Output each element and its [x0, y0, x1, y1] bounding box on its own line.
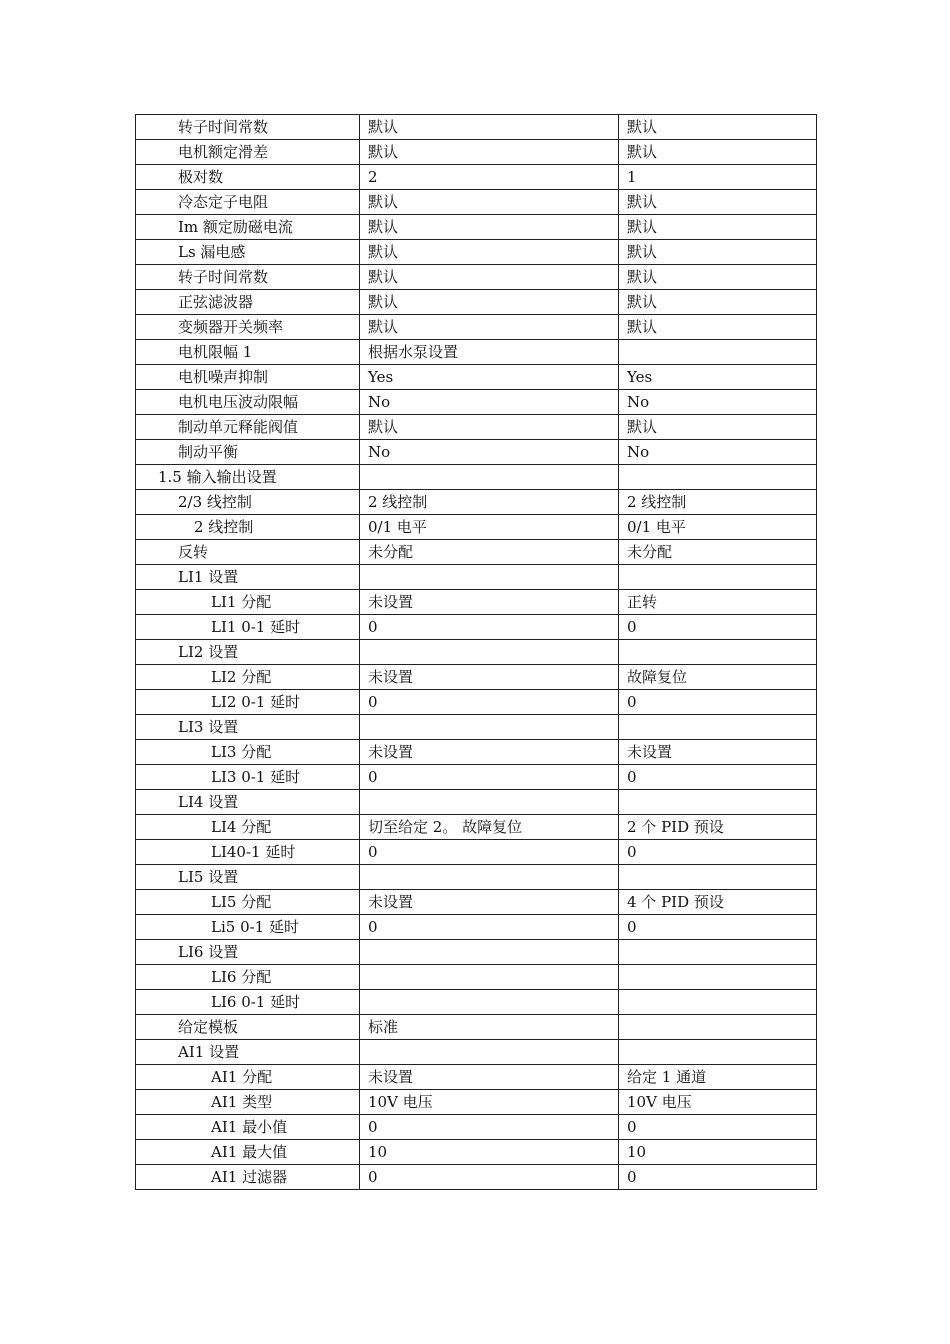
table-row [136, 865, 817, 890]
param-cell: LI5 分配 [136, 890, 360, 915]
setting-a-cell [360, 940, 619, 965]
setting-a-cell: No [360, 390, 619, 415]
setting-b-cell [619, 715, 817, 740]
setting-b-cell: 0 [619, 1115, 817, 1140]
param-cell: LI2 设置 [136, 640, 360, 665]
setting-a-cell: 默认 [360, 215, 619, 240]
setting-a-cell: 0 [360, 615, 619, 640]
param-cell: LI4 分配 [136, 815, 360, 840]
table-row [136, 1040, 817, 1065]
param-cell: AI1 设置 [136, 1040, 360, 1065]
setting-b-cell: 默认 [619, 415, 817, 440]
setting-b-cell [619, 1040, 817, 1065]
setting-b-cell [619, 965, 817, 990]
table-row [136, 1115, 817, 1140]
setting-b-cell: 默认 [619, 115, 817, 140]
setting-a-cell: 0/1 电平 [360, 515, 619, 540]
param-cell: 转子时间常数 [136, 265, 360, 290]
param-cell: LI1 0-1 延时 [136, 615, 360, 640]
param-cell: LI3 0-1 延时 [136, 765, 360, 790]
table-row [136, 390, 817, 415]
setting-b-cell: 10 [619, 1140, 817, 1165]
table-row [136, 115, 817, 140]
setting-b-cell: 默认 [619, 315, 817, 340]
setting-b-cell: No [619, 390, 817, 415]
table-row [136, 715, 817, 740]
param-cell: 冷态定子电阻 [136, 190, 360, 215]
setting-a-cell: 标准 [360, 1015, 619, 1040]
setting-b-cell: 故障复位 [619, 665, 817, 690]
table-row [136, 765, 817, 790]
table-row [136, 1065, 817, 1090]
table-row [136, 740, 817, 765]
setting-b-cell: 默认 [619, 190, 817, 215]
setting-a-cell: 未设置 [360, 740, 619, 765]
setting-b-cell [619, 640, 817, 665]
setting-a-cell: 0 [360, 1165, 619, 1190]
param-cell: AI1 分配 [136, 1065, 360, 1090]
setting-b-cell: 给定 1 通道 [619, 1065, 817, 1090]
setting-b-cell: Yes [619, 365, 817, 390]
param-cell: LI2 0-1 延时 [136, 690, 360, 715]
table-row [136, 315, 817, 340]
table-row [136, 465, 817, 490]
setting-b-cell: 默认 [619, 290, 817, 315]
param-cell: LI1 分配 [136, 590, 360, 615]
setting-b-cell: 正转 [619, 590, 817, 615]
table-row [136, 415, 817, 440]
param-cell: LI3 分配 [136, 740, 360, 765]
param-cell: 转子时间常数 [136, 115, 360, 140]
setting-a-cell: 未设置 [360, 890, 619, 915]
setting-a-cell: 默认 [360, 115, 619, 140]
setting-a-cell [360, 465, 619, 490]
setting-b-cell [619, 565, 817, 590]
setting-a-cell [360, 790, 619, 815]
setting-a-cell: 10V 电压 [360, 1090, 619, 1115]
setting-a-cell: 2 线控制 [360, 490, 619, 515]
setting-a-cell [360, 865, 619, 890]
table-row [136, 1015, 817, 1040]
setting-a-cell: 默认 [360, 415, 619, 440]
setting-a-cell: 默认 [360, 240, 619, 265]
setting-a-cell [360, 565, 619, 590]
setting-b-cell: 默认 [619, 215, 817, 240]
table-row [136, 440, 817, 465]
setting-b-cell: 未分配 [619, 540, 817, 565]
param-cell: 电机限幅 1 [136, 340, 360, 365]
parameter-table-body [136, 115, 817, 1190]
param-cell: LI3 设置 [136, 715, 360, 740]
parameter-table [135, 114, 817, 1190]
setting-a-cell: 默认 [360, 190, 619, 215]
param-cell: Im 额定励磁电流 [136, 215, 360, 240]
table-row [136, 890, 817, 915]
table-row [136, 240, 817, 265]
param-cell: 反转 [136, 540, 360, 565]
param-cell: 正弦滤波器 [136, 290, 360, 315]
param-cell: LI6 设置 [136, 940, 360, 965]
param-cell: AI1 类型 [136, 1090, 360, 1115]
table-row [136, 540, 817, 565]
setting-a-cell: 默认 [360, 265, 619, 290]
param-cell: AI1 过滤器 [136, 1165, 360, 1190]
setting-a-cell: No [360, 440, 619, 465]
setting-b-cell: 2 个 PID 预设 [619, 815, 817, 840]
param-cell: LI6 0-1 延时 [136, 990, 360, 1015]
param-cell: LI1 设置 [136, 565, 360, 590]
setting-a-cell: 0 [360, 690, 619, 715]
setting-b-cell [619, 1015, 817, 1040]
setting-b-cell: 0 [619, 690, 817, 715]
table-row [136, 265, 817, 290]
param-cell: 2 线控制 [136, 515, 360, 540]
table-row [136, 790, 817, 815]
setting-b-cell: 默认 [619, 140, 817, 165]
setting-b-cell: 0 [619, 915, 817, 940]
param-cell: 给定模板 [136, 1015, 360, 1040]
table-row [136, 1090, 817, 1115]
table-row [136, 990, 817, 1015]
setting-a-cell: 未设置 [360, 665, 619, 690]
param-cell: AI1 最小值 [136, 1115, 360, 1140]
setting-a-cell: 未分配 [360, 540, 619, 565]
table-row [136, 840, 817, 865]
param-cell: 电机电压波动限幅 [136, 390, 360, 415]
param-cell: 极对数 [136, 165, 360, 190]
table-row [136, 1140, 817, 1165]
param-cell: LI4 设置 [136, 790, 360, 815]
setting-b-cell: 默认 [619, 240, 817, 265]
setting-a-cell: 2 [360, 165, 619, 190]
setting-a-cell: 未设置 [360, 1065, 619, 1090]
param-cell: 变频器开关频率 [136, 315, 360, 340]
setting-a-cell: 默认 [360, 290, 619, 315]
setting-b-cell [619, 990, 817, 1015]
table-row [136, 190, 817, 215]
param-cell: LI6 分配 [136, 965, 360, 990]
setting-a-cell: 根据水泵设置 [360, 340, 619, 365]
setting-a-cell: 0 [360, 840, 619, 865]
setting-a-cell: 切至给定 2。 故障复位 [360, 815, 619, 840]
table-row [136, 365, 817, 390]
setting-b-cell: 0 [619, 1165, 817, 1190]
param-cell: LI5 设置 [136, 865, 360, 890]
setting-b-cell: 10V 电压 [619, 1090, 817, 1115]
table-row [136, 915, 817, 940]
param-cell: 电机噪声抑制 [136, 365, 360, 390]
param-cell: LI40-1 延时 [136, 840, 360, 865]
param-cell: 2/3 线控制 [136, 490, 360, 515]
table-row [136, 615, 817, 640]
setting-b-cell: 0 [619, 840, 817, 865]
setting-a-cell: 0 [360, 915, 619, 940]
setting-a-cell [360, 1040, 619, 1065]
setting-b-cell: 未设置 [619, 740, 817, 765]
param-cell: 1.5 输入输出设置 [136, 465, 360, 490]
param-cell: LI2 分配 [136, 665, 360, 690]
table-row [136, 665, 817, 690]
table-row [136, 515, 817, 540]
param-cell: 制动单元释能阀值 [136, 415, 360, 440]
setting-b-cell: 1 [619, 165, 817, 190]
setting-a-cell [360, 965, 619, 990]
setting-b-cell: 4 个 PID 预设 [619, 890, 817, 915]
param-cell: 制动平衡 [136, 440, 360, 465]
setting-b-cell [619, 340, 817, 365]
table-row [136, 290, 817, 315]
setting-a-cell: 默认 [360, 140, 619, 165]
setting-b-cell: 0 [619, 615, 817, 640]
setting-a-cell [360, 715, 619, 740]
setting-b-cell: 0 [619, 765, 817, 790]
setting-b-cell: 默认 [619, 265, 817, 290]
setting-a-cell: Yes [360, 365, 619, 390]
setting-a-cell: 10 [360, 1140, 619, 1165]
setting-b-cell [619, 465, 817, 490]
setting-a-cell: 0 [360, 1115, 619, 1140]
setting-a-cell: 0 [360, 765, 619, 790]
table-row [136, 165, 817, 190]
param-cell: AI1 最大值 [136, 1140, 360, 1165]
table-row [136, 565, 817, 590]
table-row [136, 215, 817, 240]
setting-b-cell [619, 865, 817, 890]
table-row [136, 965, 817, 990]
table-row [136, 940, 817, 965]
table-row [136, 340, 817, 365]
setting-a-cell: 默认 [360, 315, 619, 340]
table-row [136, 1165, 817, 1190]
table-row [136, 815, 817, 840]
table-row [136, 640, 817, 665]
setting-b-cell: No [619, 440, 817, 465]
setting-b-cell [619, 790, 817, 815]
table-row [136, 490, 817, 515]
table-row [136, 590, 817, 615]
param-cell: 电机额定滑差 [136, 140, 360, 165]
table-row [136, 690, 817, 715]
param-cell: Li5 0-1 延时 [136, 915, 360, 940]
param-cell: Ls 漏电感 [136, 240, 360, 265]
setting-b-cell: 0/1 电平 [619, 515, 817, 540]
table-row [136, 140, 817, 165]
setting-a-cell [360, 640, 619, 665]
setting-b-cell [619, 940, 817, 965]
setting-a-cell: 未设置 [360, 590, 619, 615]
setting-b-cell: 2 线控制 [619, 490, 817, 515]
setting-a-cell [360, 990, 619, 1015]
